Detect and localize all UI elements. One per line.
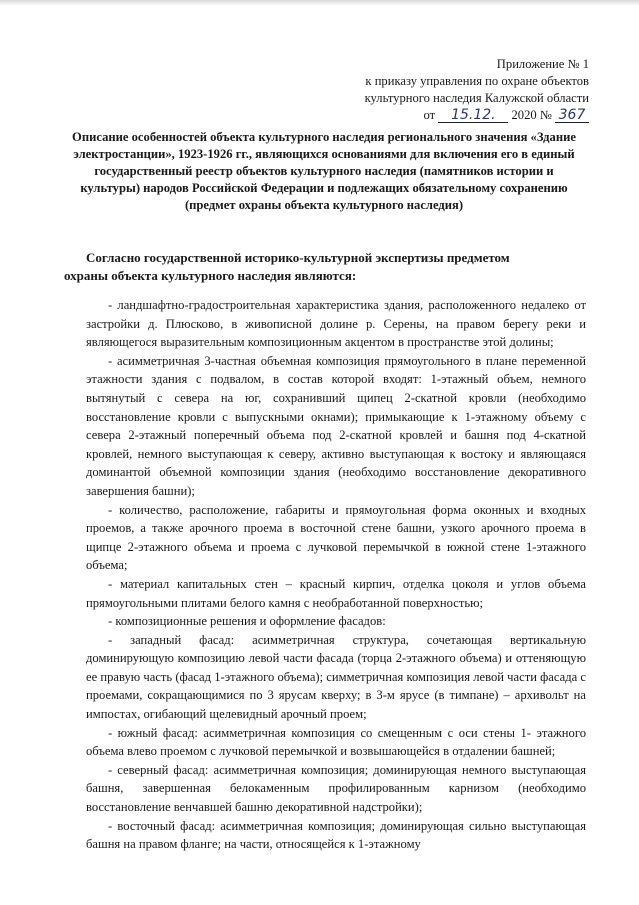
handwritten-date: 15.12. <box>438 108 508 123</box>
annex-date-line <box>289 107 589 124</box>
list-item: - восточный фасад: асимметричная композиция; доминирующая сильно выступающая башня на правом фланге; на части, относящейся к 1-этажному <box>86 818 586 852</box>
intro-line-1: Согласно государственной историко-культурной экспертизы предметом <box>86 250 510 265</box>
date-prefix: от <box>423 108 436 122</box>
handwritten-number: 367 <box>555 108 589 123</box>
annex-header <box>289 56 589 124</box>
list-item: - композиционные решения и оформление фасадов: <box>108 614 386 629</box>
intro-statement <box>64 249 586 285</box>
document-title: Описание особенностей объекта культурного наследия регионального значения «Здание электростанции», 1923-1926 гг., являющихся основаниями для включения его в единый государственный реестр объектов культурного наследия (памятников истории и культуры) народов Российской Федерации и подлежащих обязательному сохранению (предмет охраны объекта культурного наследия) <box>72 130 576 212</box>
intro-line-2: охраны объекта культурного наследия являются: <box>64 268 357 283</box>
list-item: - материал капитальных стен – красный кирпич, отделка цоколя и углов объема прямоугольными плитами белого камня с необработанной поверхностью; <box>86 576 586 610</box>
order-year: 2020 № <box>511 108 552 122</box>
list-item: - северный фасад: асимметричная композиция; доминирующая немного выступающая башня, завершенная белокаменным профилированным карнизом (необходимо восстановление венчавшей башню декоративной надстройки); <box>86 762 586 815</box>
list-item: - ландшафтно-градостроительная характеристика здания, расположенного недалеко от застройки д. Плюсково, в живописной долине р. Серены, на правом берегу реки и являющегося выразительным композиционным акцентом в пространстве этой долины; <box>86 298 586 350</box>
annex-order-ref: к приказу управления по охране объектов <box>365 74 589 88</box>
list-item: - южный фасад: асимметричная композиция со смещенным с оси стены 1- этажного объема влево проемом с лучковой перемычкой и возвышающейся в отдалении башней; <box>86 725 586 759</box>
annex-title: Приложение № 1 <box>496 57 589 71</box>
list-item: - асимметричная 3-частная объемная композиция прямоугольного в плане переменной этажности здания с подвалом, в состав которой входят: 1-этажный объем, немного вытянутый с севера на юг, сохранивший щипец 2-скатной кровли (необходимо восстановление кровли с выпускными окнами); примыкающие к 1-этажному объему с севера 2-этажный поперечный объема под 2-скатной кровлей и башня под 4-скатной кровлей, немного выступающая к северу, активно выступающая к востоку и являющаяся доминантой объемной композиции здания (необходимо восстановление декоративного завершения башни); <box>86 353 586 498</box>
list-item: - западный фасад: асимметричная структура, сочетающая вертикальную доминирующую композицию левой части фасада (торца 2-этажного объема) и оттеняющую ее правую часть (фасад 1-этажного объема); симметричная композиция левой части фасада с проемами, сокращающимися по 3 ярусам кверху; в 3-м ярусе (в тимпане) – архивольт на импостах, огибающий щелевидный арочный проем; <box>86 632 586 722</box>
annex-authority: культурного наследия Калужской области <box>364 91 589 105</box>
list-item: - количество, расположение, габариты и прямоугольная форма оконных и входных проемов, а также арочного проема в восточной стене башни, узкого арочного проема в щипце 2-этажного объема и проема с лучковой перемычкой в южной стене 1-этажного объема; <box>86 502 586 573</box>
protection-items-list <box>86 296 586 854</box>
scan-edge-shadow <box>0 0 639 6</box>
